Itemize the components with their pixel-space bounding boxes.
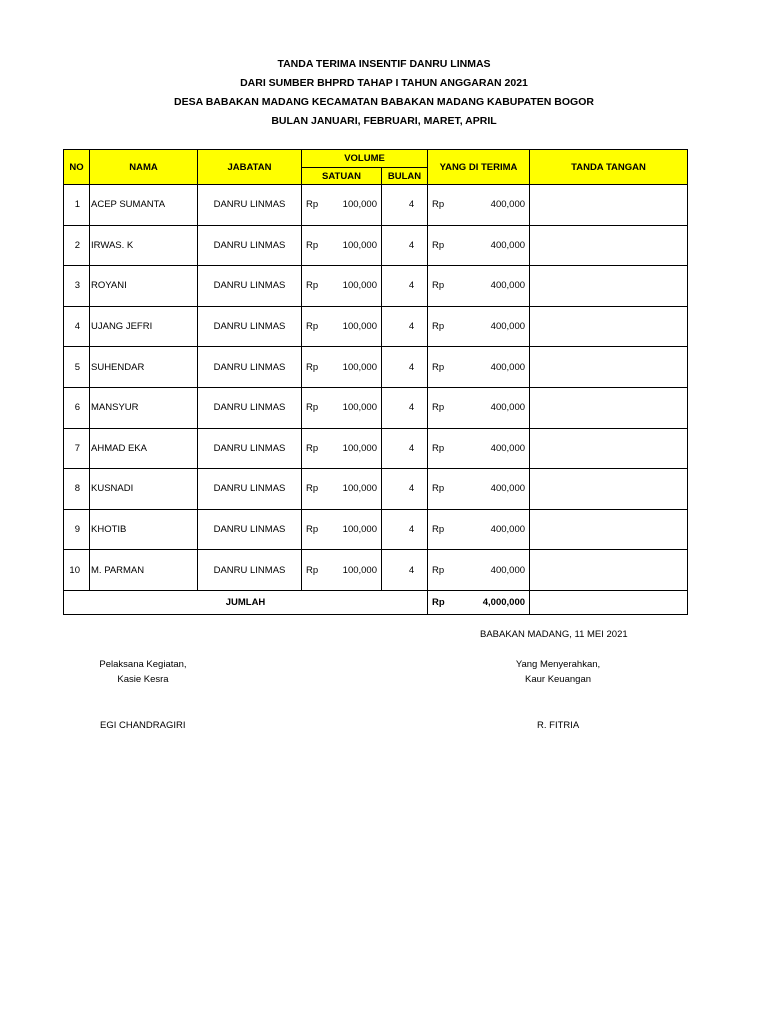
row-satuan-currency: Rp (306, 402, 319, 414)
row-no: 9 (64, 509, 90, 550)
row-diterima-currency: Rp (432, 442, 445, 454)
row-tanda-tangan (530, 550, 688, 591)
row-tanda-tangan (530, 469, 688, 510)
row-satuan-currency: Rp (306, 524, 319, 536)
row-satuan-value: 100,000 (342, 524, 377, 536)
row-diterima-value: 400,000 (490, 239, 526, 251)
document-title (0, 55, 768, 131)
receipt-table (63, 149, 688, 615)
row-jabatan: DANRU LINMAS (198, 469, 302, 510)
row-diterima-cell (428, 347, 530, 388)
row-no: 5 (64, 347, 90, 388)
row-satuan-cell (302, 550, 382, 591)
row-nama: KUSNADI (90, 469, 198, 510)
row-diterima-currency: Rp (432, 239, 445, 251)
row-satuan-value: 100,000 (342, 361, 377, 373)
row-satuan-cell (302, 185, 382, 226)
row-satuan-cell (302, 347, 382, 388)
row-satuan-currency: Rp (306, 199, 319, 211)
row-satuan-currency: Rp (306, 483, 319, 495)
header-satuan: SATUAN (302, 168, 382, 185)
header-yang-di-terima: YANG DI TERIMA (428, 150, 530, 185)
row-jabatan: DANRU LINMAS (198, 387, 302, 428)
total-signature-cell (530, 590, 688, 614)
row-jabatan: DANRU LINMAS (198, 185, 302, 226)
row-tanda-tangan (530, 509, 688, 550)
row-diterima-currency: Rp (432, 564, 445, 576)
row-diterima-currency: Rp (432, 280, 445, 292)
row-satuan-cell (302, 306, 382, 347)
table-row (64, 185, 688, 226)
table-row (64, 428, 688, 469)
header-bulan: BULAN (382, 168, 428, 185)
right-signatory-name: R. FITRIA (537, 720, 580, 731)
row-bulan: 4 (382, 387, 428, 428)
row-jabatan: DANRU LINMAS (198, 347, 302, 388)
row-jabatan: DANRU LINMAS (198, 225, 302, 266)
row-satuan-cell (302, 469, 382, 510)
title-line-4: BULAN JANUARI, FEBRUARI, MARET, APRIL (271, 115, 497, 127)
table-row (64, 225, 688, 266)
row-diterima-cell (428, 306, 530, 347)
date-place: BABAKAN MADANG, 11 MEI 2021 (480, 629, 628, 640)
row-diterima-value: 400,000 (490, 442, 526, 454)
row-diterima-value: 400,000 (490, 361, 526, 373)
table-row (64, 306, 688, 347)
row-satuan-value: 100,000 (342, 321, 377, 333)
table-row (64, 266, 688, 307)
row-diterima-cell (428, 185, 530, 226)
row-satuan-value: 100,000 (342, 564, 377, 576)
row-no: 6 (64, 387, 90, 428)
signature-right-block (478, 657, 638, 687)
right-role-1: Yang Menyerahkan, (515, 659, 601, 670)
row-tanda-tangan (530, 266, 688, 307)
row-diterima-cell (428, 387, 530, 428)
row-satuan-value: 100,000 (342, 199, 377, 211)
row-satuan-currency: Rp (306, 442, 319, 454)
row-no: 7 (64, 428, 90, 469)
row-diterima-currency: Rp (432, 524, 445, 536)
row-nama: ROYANI (90, 266, 198, 307)
row-satuan-value: 100,000 (342, 483, 377, 495)
row-satuan-currency: Rp (306, 239, 319, 251)
total-row (64, 590, 688, 614)
row-tanda-tangan (530, 185, 688, 226)
row-satuan-value: 100,000 (342, 239, 377, 251)
row-satuan-value: 100,000 (342, 442, 377, 454)
row-diterima-value: 400,000 (490, 564, 526, 576)
row-bulan: 4 (382, 469, 428, 510)
row-diterima-currency: Rp (432, 361, 445, 373)
row-diterima-cell (428, 428, 530, 469)
table-row (64, 469, 688, 510)
row-nama: UJANG JEFRI (90, 306, 198, 347)
left-role-2: Kasie Kesra (117, 674, 169, 685)
header-nama: NAMA (90, 150, 198, 185)
header-row (64, 150, 688, 168)
row-satuan-value: 100,000 (342, 402, 377, 414)
row-diterima-cell (428, 266, 530, 307)
row-jabatan: DANRU LINMAS (198, 266, 302, 307)
row-nama: IRWAS. K (90, 225, 198, 266)
row-bulan: 4 (382, 428, 428, 469)
row-no: 4 (64, 306, 90, 347)
row-diterima-currency: Rp (432, 199, 445, 211)
right-role-2: Kaur Keuangan (524, 674, 592, 685)
row-bulan: 4 (382, 509, 428, 550)
table-row (64, 347, 688, 388)
row-bulan: 4 (382, 266, 428, 307)
row-satuan-cell (302, 266, 382, 307)
row-no: 1 (64, 185, 90, 226)
header-jabatan: JABATAN (198, 150, 302, 185)
row-jabatan: DANRU LINMAS (198, 306, 302, 347)
left-signatory-name: EGI CHANDRAGIRI (100, 720, 186, 731)
title-line-1: TANDA TERIMA INSENTIF DANRU LINMAS (277, 58, 491, 70)
row-bulan: 4 (382, 347, 428, 388)
row-jabatan: DANRU LINMAS (198, 428, 302, 469)
row-nama: AHMAD EKA (90, 428, 198, 469)
row-nama: SUHENDAR (90, 347, 198, 388)
row-diterima-value: 400,000 (490, 402, 526, 414)
header-tanda-tangan: TANDA TANGAN (530, 150, 688, 185)
row-diterima-currency: Rp (432, 321, 445, 333)
row-diterima-value: 400,000 (490, 280, 526, 292)
row-nama: KHOTIB (90, 509, 198, 550)
row-diterima-value: 400,000 (490, 199, 526, 211)
row-satuan-cell (302, 509, 382, 550)
row-diterima-currency: Rp (432, 402, 445, 414)
table-row (64, 550, 688, 591)
row-satuan-cell (302, 225, 382, 266)
row-no: 2 (64, 225, 90, 266)
row-diterima-cell (428, 509, 530, 550)
row-tanda-tangan (530, 387, 688, 428)
row-satuan-cell (302, 387, 382, 428)
row-satuan-currency: Rp (306, 321, 319, 333)
table-body (64, 185, 688, 591)
total-amount-cell (428, 590, 530, 614)
row-satuan-currency: Rp (306, 564, 319, 576)
row-bulan: 4 (382, 306, 428, 347)
row-diterima-value: 400,000 (490, 524, 526, 536)
row-diterima-value: 400,000 (490, 483, 526, 495)
row-diterima-currency: Rp (432, 483, 445, 495)
row-jabatan: DANRU LINMAS (198, 550, 302, 591)
table-row (64, 387, 688, 428)
row-satuan-cell (302, 428, 382, 469)
row-nama: MANSYUR (90, 387, 198, 428)
title-line-3: DESA BABAKAN MADANG KECAMATAN BABAKAN MADANG KABUPATEN BOGOR (174, 96, 594, 108)
row-tanda-tangan (530, 347, 688, 388)
total-label: JUMLAH (64, 590, 428, 614)
row-tanda-tangan (530, 306, 688, 347)
row-satuan-value: 100,000 (342, 280, 377, 292)
left-role-1: Pelaksana Kegiatan, (99, 659, 187, 670)
title-line-2: DARI SUMBER BHPRD TAHAP I TAHUN ANGGARAN 2021 (240, 77, 528, 89)
row-no: 8 (64, 469, 90, 510)
row-jabatan: DANRU LINMAS (198, 509, 302, 550)
row-diterima-cell (428, 469, 530, 510)
signature-left-block (63, 657, 223, 687)
row-tanda-tangan (530, 225, 688, 266)
row-satuan-currency: Rp (306, 280, 319, 292)
row-nama: M. PARMAN (90, 550, 198, 591)
header-no: NO (64, 150, 90, 185)
row-nama: ACEP SUMANTA (90, 185, 198, 226)
table-row (64, 509, 688, 550)
row-no: 3 (64, 266, 90, 307)
row-bulan: 4 (382, 225, 428, 266)
row-diterima-value: 400,000 (490, 321, 526, 333)
row-tanda-tangan (530, 428, 688, 469)
row-diterima-cell (428, 225, 530, 266)
row-diterima-cell (428, 550, 530, 591)
row-bulan: 4 (382, 550, 428, 591)
total-value: 4,000,000 (482, 596, 526, 608)
row-bulan: 4 (382, 185, 428, 226)
total-currency: Rp (432, 596, 445, 608)
row-satuan-currency: Rp (306, 361, 319, 373)
header-volume: VOLUME (302, 150, 428, 168)
row-no: 10 (64, 550, 90, 591)
